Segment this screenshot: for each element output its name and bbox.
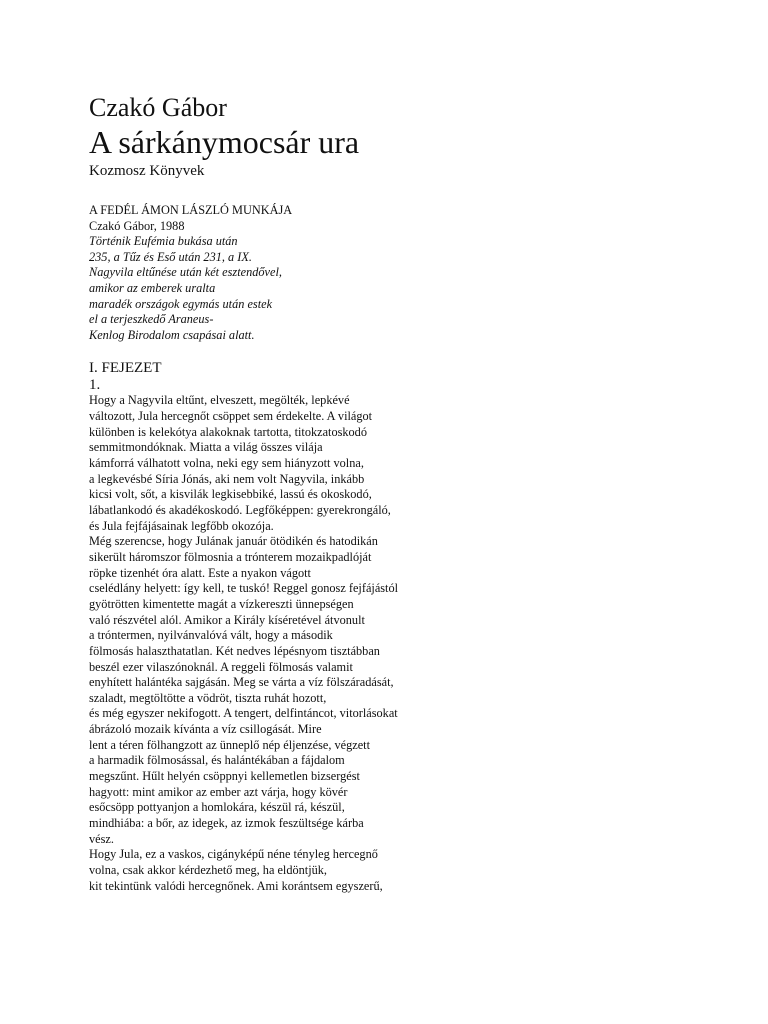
body-line: a harmadik fölmosással, és halántékában a fájdalom	[89, 753, 345, 768]
epigraph-line: Kenlog Birodalom csapásai alatt.	[89, 327, 255, 342]
body-line: a legkevésbé Síria Jónás, aki nem volt Nagyvila, inkább	[89, 471, 365, 486]
body-line: Hogy Jula, ez a vaskos, cigányképű néne tényleg hercegnő	[89, 847, 378, 862]
cover-credit: A FEDÉL ÁMON LÁSZLÓ MUNKÁJA	[89, 203, 293, 217]
body-line: volna, csak akkor kérdezhető meg, ha eldöntjük,	[89, 863, 327, 878]
chapter-body	[89, 393, 689, 894]
body-line: enyhített halántéka sajgásán. Meg se várta a víz fölszáradását,	[89, 675, 394, 690]
body-line: cselédlány helyett: így kell, te tuskó! Reggel gonosz fejfájástól	[89, 581, 399, 596]
body-line: kit tekintünk valódi hercegnőnek. Ami korántsem egyszerű,	[89, 878, 383, 893]
epigraph-line: Nagyvila eltűnése után két esztendővel,	[89, 265, 282, 280]
copyright-line: Czakó Gábor, 1988	[89, 218, 185, 233]
body-line: és Jula fejfájásainak legfőbb okozója.	[89, 518, 274, 533]
body-line: hagyott: mint amikor az ember azt várja, hogy kövér	[89, 784, 348, 799]
body-line: és még egyszer nekifogott. A tengert, delfintáncot, vitorlásokat	[89, 706, 398, 721]
body-line: mindhiába: a bőr, az idegek, az izmok feszültsége kárba	[89, 816, 364, 831]
epigraph-line: 235, a Tűz és Eső után 231, a IX.	[89, 249, 252, 264]
epigraph-line: el a terjeszkedő Araneus-	[89, 312, 214, 327]
body-line: szaladt, megtöltötte a vödröt, tiszta ruhát hozott,	[89, 690, 327, 705]
document-page	[89, 92, 689, 894]
chapter-heading: I. FEJEZET	[89, 360, 162, 377]
body-line: beszél ezer vilaszónoknál. A reggeli fölmosás valamit	[89, 659, 353, 674]
body-line: való részvétel alól. Amikor a Király kíséretével átvonult	[89, 612, 365, 627]
body-line: kámforrá válhatott volna, neki egy sem hiányzott volna,	[89, 455, 364, 470]
publisher-name: Kozmosz Könyvek	[89, 163, 205, 179]
body-line: ábrázoló mozaik kívánta a víz csillogását. Mire	[89, 722, 322, 737]
body-line: megszűnt. Hűlt helyén csöppnyi kellemetlen bizsergést	[89, 769, 360, 784]
body-line: lent a téren fölhangzott az ünneplő nép éljenzése, végzett	[89, 737, 370, 752]
front-matter	[89, 203, 689, 343]
body-line: semmitmondóknak. Miatta a világ összes vilája	[89, 440, 323, 455]
epigraph	[89, 234, 689, 343]
book-title: A sárkánymocsár ura	[89, 124, 360, 160]
author-name: Czakó Gábor	[89, 93, 227, 122]
body-line: Még szerencse, hogy Julának január ötödikén és hatodikán	[89, 534, 378, 549]
body-line: esőcsöpp pottyanjon a homlokára, készül rá, készül,	[89, 800, 345, 815]
body-line: lábatlankodó és akadékoskodó. Legfőképpen: gyerekrongáló,	[89, 502, 391, 517]
body-line: különben is kelekótya alakoknak tartotta, titokzatoskodó	[89, 424, 367, 439]
section-number: 1.	[89, 377, 101, 394]
body-line: Hogy a Nagyvila eltűnt, elveszett, megölték, lepkévé	[89, 393, 350, 408]
epigraph-line: amikor az emberek uralta	[89, 280, 216, 295]
body-line: kicsi volt, sőt, a kisvilák legkisebbiké, lassú és okoskodó,	[89, 487, 372, 502]
body-line: sikerült háromszor fölmosnia a trónterem mozaikpadlóját	[89, 549, 372, 564]
epigraph-line: Történik Eufémia bukása után	[89, 234, 238, 249]
body-line: a tróntermen, nyilvánvalóvá vált, hogy a második	[89, 628, 333, 643]
body-line: röpke tizenhét óra alatt. Este a nyakon vágott	[89, 565, 311, 580]
body-line: gyötrötten kimentette magát a vízkereszti ünnepségen	[89, 596, 354, 611]
body-line: vész.	[89, 831, 114, 846]
body-line: fölmosás halaszthatatlan. Két nedves lépésnyom tisztábban	[89, 643, 380, 658]
body-line: változott, Jula hercegnőt csöppet sem érdekelte. A világot	[89, 409, 373, 423]
epigraph-line: maradék országok egymás után estek	[89, 296, 273, 311]
